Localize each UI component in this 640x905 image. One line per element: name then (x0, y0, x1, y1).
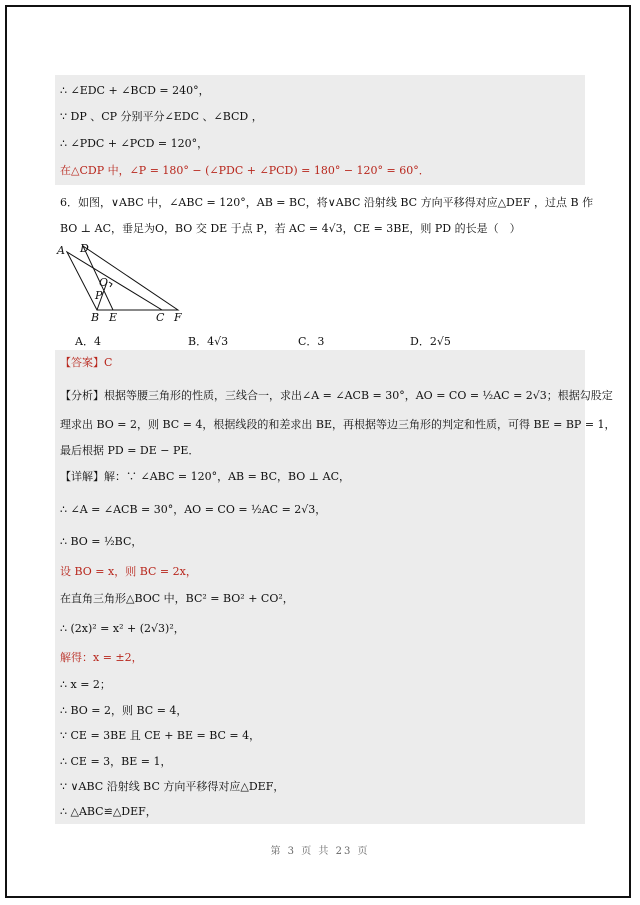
label-c: C (156, 311, 165, 322)
label-a: A (57, 244, 65, 257)
right-angle-mark (109, 282, 112, 287)
option-c: C．3 (298, 335, 325, 348)
triangle-abc (67, 252, 162, 310)
label-e: E (109, 311, 118, 322)
option-d: D．2√5 (410, 335, 451, 348)
detail-line-8: ∴ x = 2； (60, 678, 111, 691)
label-b: B (91, 311, 100, 322)
question-line-2: BO ⊥ AC，垂足为O，BO 交 DE 于点 P，若 AC = 4√3，CE = 3BE，则 PD 的长是（ ） (60, 222, 521, 235)
analysis-line-2: 理求出 BO = 2，则 BC = 4，根据线段的和差求出 BE，再根据等边三角形的判定和性质，可得 BE = BP = 1， (60, 418, 616, 431)
detail-line-2: ∴ ∠A = ∠ACB = 30°，AO = CO = ½AC = 2√3， (60, 503, 327, 516)
prev-line-4: 在△CDP 中，∠P = 180° − (∠PDC + ∠PCD) = 180° − 120° = 60°． (60, 164, 430, 177)
label-f: F (174, 311, 182, 322)
detail-line-6: ∴ (2x)² = x² + (2√3)²， (60, 622, 185, 635)
geometry-figure (55, 242, 195, 322)
detail-line-11: ∴ CE = 3，BE = 1， (60, 755, 172, 768)
label-p: P (95, 289, 103, 302)
detail-line-10: ∵ CE = 3BE 且 CE + BE = BC = 4， (60, 729, 261, 742)
detail-line-1: 【详解】解：∵ ∠ABC = 120°，AB = BC，BO ⊥ AC， (60, 470, 351, 483)
detail-line-7: 解得：x = ±2， (60, 651, 143, 664)
label-d: D (80, 242, 89, 255)
detail-line-9: ∴ BO = 2，则 BC = 4， (60, 704, 188, 717)
detail-line-3: ∴ BO = ½BC， (60, 535, 143, 548)
detail-line-12: ∵ ∨ABC 沿射线 BC 方向平移得对应△DEF， (60, 780, 285, 793)
option-a: A．4 (75, 335, 101, 348)
analysis-line-3: 最后根据 PD = DE − PE． (60, 444, 200, 457)
prev-line-1: ∴ ∠EDC + ∠BCD = 240°， (60, 84, 210, 97)
prev-line-2: ∵ DP 、CP 分别平分∠EDC 、∠BCD ， (60, 110, 263, 123)
page-footer: 第 3 页 共 23 页 (270, 846, 370, 857)
prev-line-3: ∴ ∠PDC + ∠PCD = 120°， (60, 137, 209, 150)
option-b: B．4√3 (188, 335, 229, 348)
analysis-line-1: 【分析】根据等腰三角形的性质，三线合一，求出∠A = ∠ACB = 30°，AO = CO = ½AC = 2√3；根据勾股定 (60, 389, 613, 402)
detail-line-4: 设 BO = x，则 BC = 2x， (60, 565, 197, 578)
answer-line: 【答案】C (60, 356, 113, 369)
label-o: O (99, 276, 109, 289)
detail-line-5: 在直角三角形△BOC 中，BC² = BO² + CO²， (60, 592, 294, 605)
question-line-1: 6．如图，∨ABC 中，∠ABC = 120°，AB = BC，将∨ABC 沿射线 BC 方向平移得对应△DEF ，过点 B 作 (60, 196, 594, 209)
detail-line-13: ∴ △ABC≌△DEF， (60, 805, 157, 818)
